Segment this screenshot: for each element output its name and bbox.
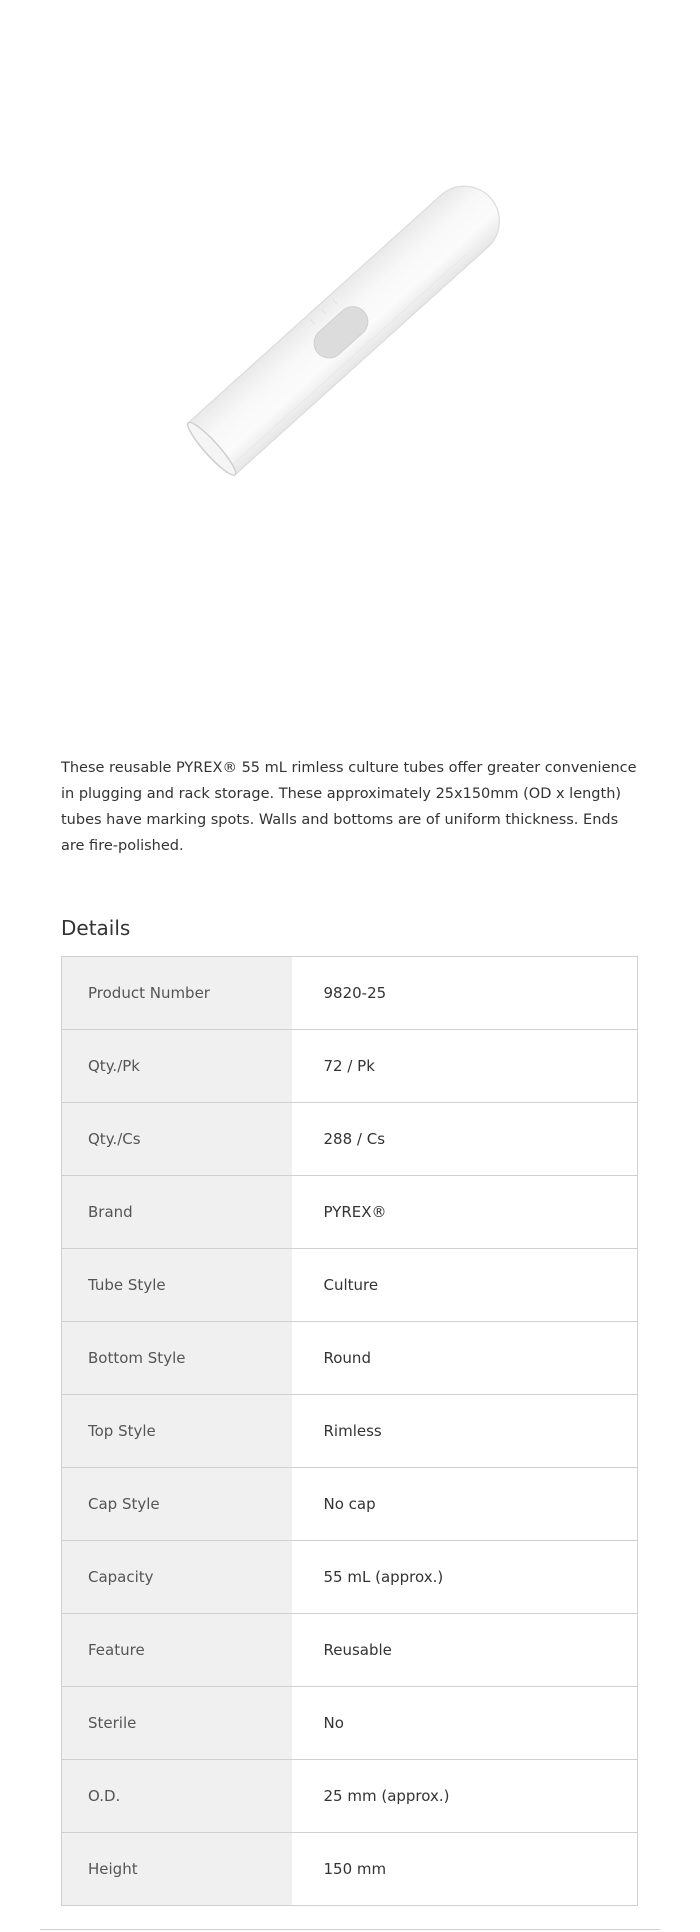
details-label: Height xyxy=(62,1833,292,1906)
details-heading: Details xyxy=(61,916,131,940)
details-value: PYREX® xyxy=(292,1176,638,1249)
details-value: 25 mm (approx.) xyxy=(292,1760,638,1833)
details-table xyxy=(61,956,638,1906)
details-value: No xyxy=(292,1687,638,1760)
details-row-qty-cs xyxy=(62,1103,638,1176)
details-value: Reusable xyxy=(292,1614,638,1687)
details-label: Top Style xyxy=(62,1395,292,1468)
details-label: Brand xyxy=(62,1176,292,1249)
details-value: 72 / Pk xyxy=(292,1030,638,1103)
details-row-top-style xyxy=(62,1395,638,1468)
bottom-divider xyxy=(40,1929,660,1930)
details-value: 9820-25 xyxy=(292,957,638,1030)
details-label: Product Number xyxy=(62,957,292,1030)
details-value: Culture xyxy=(292,1249,638,1322)
details-row-bottom-style xyxy=(62,1322,638,1395)
details-row-cap-style xyxy=(62,1468,638,1541)
product-image xyxy=(0,0,700,720)
details-row-capacity xyxy=(62,1541,638,1614)
details-value: 150 mm xyxy=(323,1860,387,1878)
details-label: Capacity xyxy=(62,1541,292,1614)
details-value: 288 / Cs xyxy=(292,1103,638,1176)
details-value: Rimless xyxy=(292,1395,638,1468)
details-row-tube-style xyxy=(62,1249,638,1322)
details-row-brand xyxy=(62,1176,638,1249)
details-row-sterile xyxy=(62,1687,638,1760)
details-label: Qty./Pk xyxy=(62,1030,292,1103)
details-label: Cap Style xyxy=(62,1468,292,1541)
details-value: 55 mL (approx.) xyxy=(292,1541,638,1614)
product-description: These reusable PYREX® 55 mL rimless culture tubes offer greater convenience in plugging and rack storage. These approximately 25x150mm (OD x length) tubes have marking spots. Walls and bottoms are of uniform thickness. Ends are fire-polished. xyxy=(61,760,637,854)
details-label: Bottom Style xyxy=(62,1322,292,1395)
culture-tube-image xyxy=(0,0,700,720)
details-row-qty-pk xyxy=(62,1030,638,1103)
details-row-height xyxy=(62,1833,638,1906)
details-row-od xyxy=(62,1760,638,1833)
details-row-product-number xyxy=(62,957,638,1030)
details-label: O.D. xyxy=(62,1760,292,1833)
details-row-feature xyxy=(62,1614,638,1687)
details-label: Tube Style xyxy=(62,1249,292,1322)
details-value: No cap xyxy=(292,1468,638,1541)
details-label: Sterile xyxy=(62,1687,292,1760)
details-label: Feature xyxy=(62,1614,292,1687)
details-value: Round xyxy=(292,1322,638,1395)
details-label: Qty./Cs xyxy=(62,1103,292,1176)
